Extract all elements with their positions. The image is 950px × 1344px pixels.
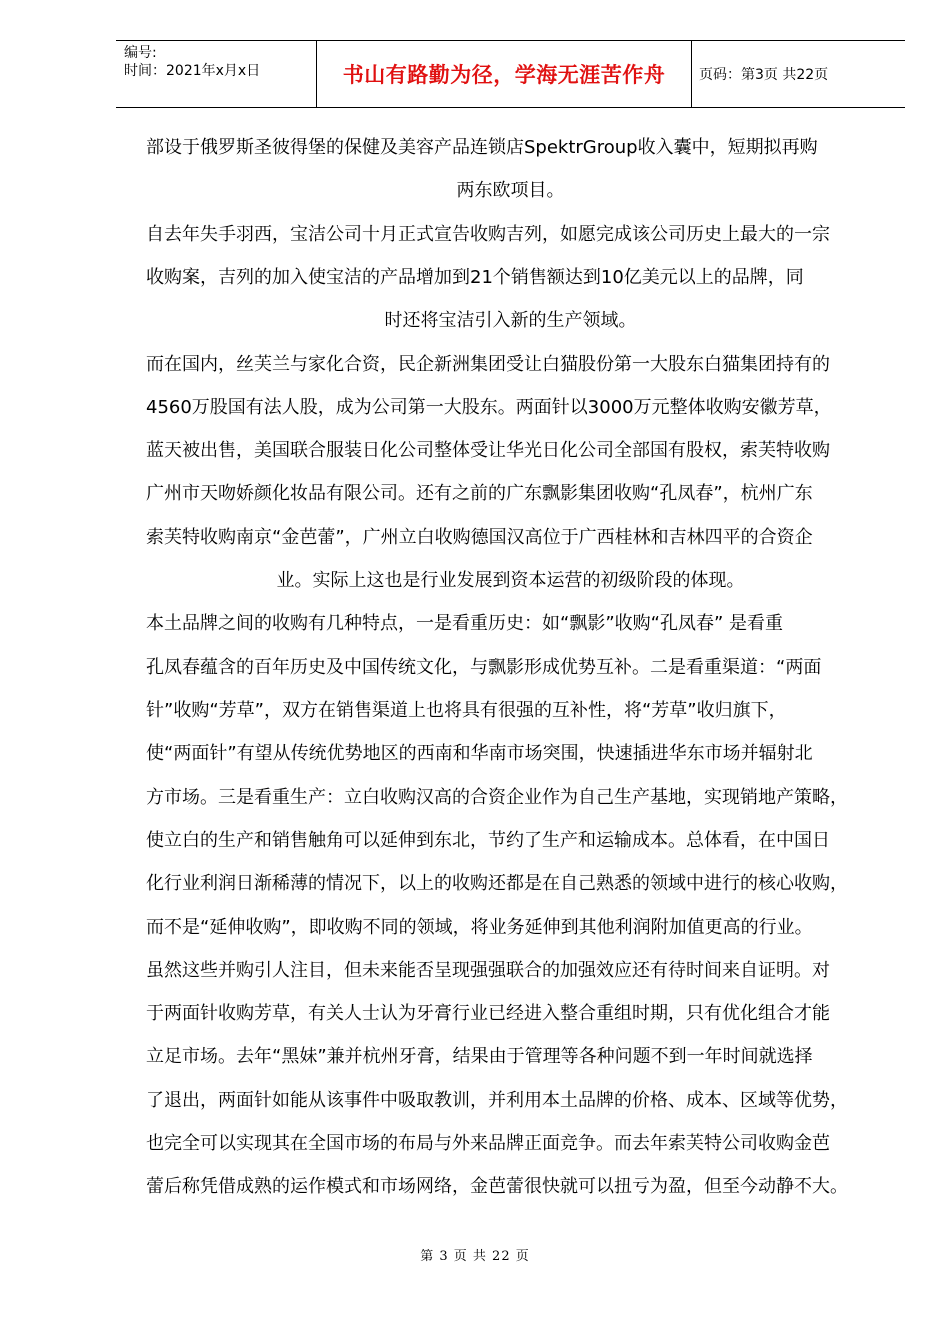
page-info: 页码：第3页 共22页 — [699, 67, 829, 83]
body-line: 也完全可以实现其在全国市场的布局与外来品牌正面竞争。而去年索芙特公司收购金芭 — [146, 1133, 830, 1154]
body-line: 于两面针收购芳草，有关人士认为牙膏行业已经进入整合重组时期，只有优化组合才能 — [146, 1003, 830, 1024]
body-line: 部设于俄罗斯圣彼得堡的保健及美容产品连锁店SpektrGroup收入囊中，短期拟再购 — [146, 137, 818, 158]
body-line: 针”收购“芳草”，双方在销售渠道上也将具有很强的互补性，将“芳草”收归旗下， — [146, 700, 787, 721]
body-line: 时还将宝洁引入新的生产领域。 — [384, 310, 637, 331]
body-line: 两东欧项目。 — [456, 180, 565, 201]
body-line: 收购案，吉列的加入使宝洁的产品增加到21个销售额达到10亿美元以上的品牌，同 — [146, 267, 804, 288]
body-line: 虽然这些并购引人注目，但未来能否呈现强强联合的加强效应还有待时间来自证明。对 — [146, 960, 830, 981]
page-footer: 第 3 页 共 22 页 — [420, 1249, 530, 1264]
body-line: 使“两面针”有望从传统优势地区的西南和华南市场突围，快速插进华东市场并辐射北 — [146, 743, 813, 764]
body-line: 化行业利润日渐稀薄的情况下，以上的收购还都是在自己熟悉的领域中进行的核心收购， — [146, 873, 848, 894]
body-line: 方市场。三是看重生产：立白收购汉高的合资企业作为自己生产基地，实现销地产策略， — [146, 787, 848, 808]
number-label: 编号: — [124, 45, 157, 61]
body-line: 蕾后称凭借成熟的运作模式和市场网络，金芭蕾很快就可以扭亏为盈，但至今动静不大。 — [146, 1176, 848, 1197]
body-line: 了退出，两面针如能从该事件中吸取教训，并利用本土品牌的价格、成本、区域等优势， — [146, 1090, 848, 1111]
body-line: 广州市天吻娇颜化妆品有限公司。还有之前的广东飘影集团收购“孔凤春”，杭州广东 — [146, 483, 813, 504]
body-line: 自去年失手羽西，宝洁公司十月正式宣告收购吉列，如愿完成该公司历史上最大的一宗 — [146, 224, 830, 245]
motto-text: 书山有路勤为径，学海无涯苦作舟 — [342, 63, 666, 87]
body-line: 索芙特收购南京“金芭蕾”，广州立白收购德国汉高位于广西桂林和吉林四平的合资企 — [146, 527, 813, 548]
page-header — [116, 40, 905, 108]
body-line: 而不是“延伸收购”，即收购不同的领域，将业务延伸到其他利润附加值更高的行业。 — [146, 917, 813, 938]
header-page-cell — [691, 41, 905, 107]
body-line: 孔凤春蕴含的百年历史及中国传统文化，与飘影形成优势互补。二是看重渠道：“两面 — [146, 657, 822, 678]
body-line: 业。实际上这也是行业发展到资本运营的初级阶段的体现。 — [276, 570, 745, 591]
body-line: 而在国内，丝芙兰与家化合资，民企新洲集团受让白猫股份第一大股东白猫集团持有的 — [146, 354, 830, 375]
header-meta-cell — [116, 41, 316, 107]
body-line: 4560万股国有法人股，成为公司第一大股东。两面针以3000万元整体收购安徽芳草， — [146, 397, 832, 418]
body-line: 立足市场。去年“黑妹”兼并杭州牙膏，结果由于管理等各种问题不到一年时间就选择 — [146, 1046, 813, 1067]
time-label: 时间：2021年x月x日 — [124, 63, 261, 79]
body-line: 蓝天被出售，美国联合服装日化公司整体受让华光日化公司全部国有股权，索芙特收购 — [146, 440, 830, 461]
body-line: 本土品牌之间的收购有几种特点，一是看重历史：如“飘影”收购“孔凤春” 是看重 — [146, 613, 784, 634]
body-line: 使立白的生产和销售触角可以延伸到东北，节约了生产和运输成本。总体看，在中国日 — [146, 830, 830, 851]
header-motto-cell — [316, 41, 692, 107]
